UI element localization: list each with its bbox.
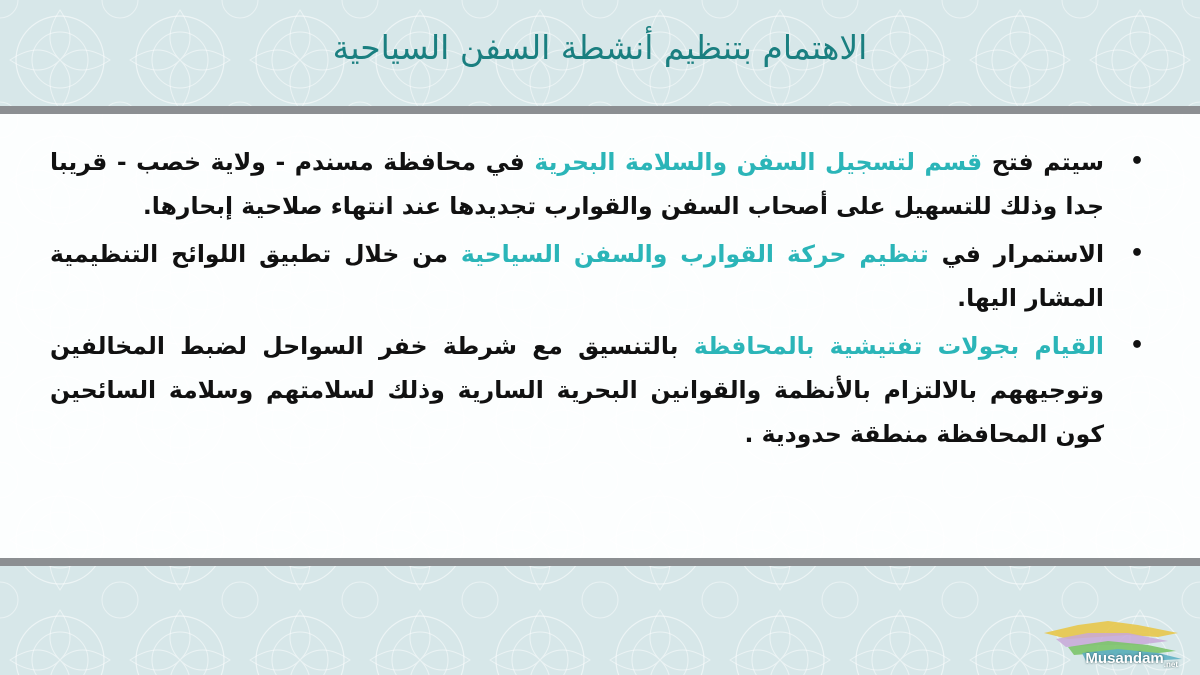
bullet-text: الاستمرار في xyxy=(928,240,1105,268)
bullet-item xyxy=(50,324,1152,456)
slide-header xyxy=(0,0,1200,106)
logo-suffix: .net xyxy=(1163,660,1178,669)
bullet-highlight: القيام بجولات تفتيشية بالمحافظة xyxy=(693,332,1104,360)
logo-name: Musandam xyxy=(1085,650,1164,667)
bullet-text: من خلال تطبيق اللوائح التنظيمية المشار اليها. xyxy=(50,240,1104,312)
bullet-text: في محافظة مسندم - ولاية خصب - قريبا جدا وذلك للتسهيل على أصحاب السفن والقوارب تجديدها عند انتهاء صلاحية إبحارها. xyxy=(50,148,1104,220)
bottom-divider-bar xyxy=(0,558,1200,566)
bullet-icon: • xyxy=(1129,241,1144,266)
bullet-item xyxy=(50,232,1152,320)
bullet-list xyxy=(50,140,1152,460)
bullet-item xyxy=(50,140,1152,228)
bullet-text: سيتم فتح xyxy=(982,148,1104,176)
bullet-text: بالتنسيق مع شرطة خفر السواحل لضبط المخالفين وتوجيههم بالالتزام بالأنظمة والقوانين البحرية السارية وذلك لسلامتهم وسلامة السائحين كون المحافظة منطقة حدودية . xyxy=(50,332,1104,448)
slide-title: الاهتمام بتنظيم أنشطة السفن السياحية xyxy=(332,28,868,67)
logo-text xyxy=(1085,650,1178,669)
top-divider-bar xyxy=(0,106,1200,114)
bullet-icon: • xyxy=(1129,149,1144,174)
bullet-highlight: تنظيم حركة القوارب والسفن السياحية xyxy=(460,240,929,268)
bullet-highlight: قسم لتسجيل السفن والسلامة البحرية xyxy=(534,148,983,176)
bullet-icon: • xyxy=(1129,333,1144,358)
